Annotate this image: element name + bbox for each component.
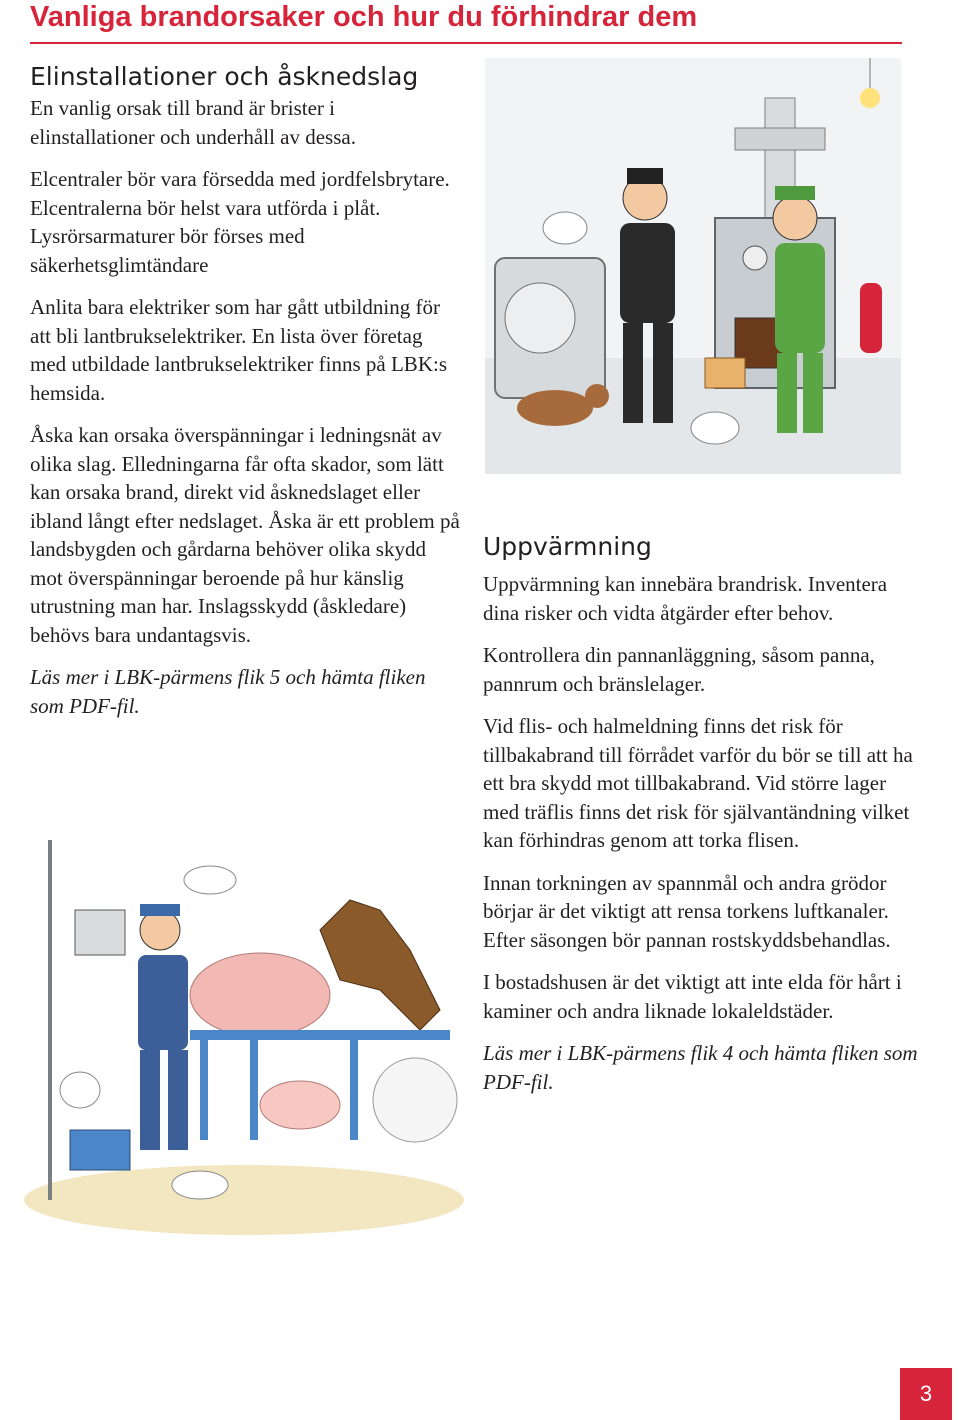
section-electrical — [30, 62, 460, 734]
read-more-note: Läs mer i LBK-pärmens flik 5 och hämta fliken som PDF-fil. — [30, 665, 426, 718]
paragraph: Kontrollera din pannanläggning, såsom panna, pannrum och bränslelager. — [483, 643, 875, 696]
paragraph: Elcentraler bör vara försedda med jordfelsbrytare. Elcentralerna bör helst vara utförda i plåt. Lysrörsarmaturer bör förses med säkerhetsglimtändare — [30, 167, 450, 277]
section-heading-electrical: Elinstallationer och åsknedslag — [30, 62, 419, 91]
paragraph: Anlita bara elektriker som har gått utbildning för att bli lantbrukselektriker. En lista över företag med utbildade lantbrukselektriker finns på LBK:s hemsida. — [30, 295, 447, 405]
page-number: 3 — [900, 1368, 952, 1420]
barn-illustration — [20, 840, 468, 1235]
read-more-note: Läs mer i LBK-pärmens flik 4 och hämta fliken som PDF-fil. — [483, 1041, 918, 1094]
page-title: Vanliga brandorsaker och hur du förhindrar dem — [30, 0, 902, 44]
paragraph: Vid flis- och halmeldning finns det risk för tillbakabrand till förrådet varför du bör se till att ha ett bra skydd mot tillbakabrand. Vid större lager med träflis finns det risk för självantändning vilket kan förhindras genom att torka flisen. — [483, 714, 913, 852]
paragraph: Uppvärmning kan innebära brandrisk. Inventera dina risker och vidta åtgärder efter behov. — [483, 572, 888, 625]
paragraph: I bostadshusen är det viktigt att inte elda för hårt i kaminer och andra liknade lokaleldstäder. — [483, 970, 902, 1023]
section-heating — [483, 532, 923, 1110]
section-heading-heating: Uppvärmning — [483, 532, 652, 561]
paragraph: Åska kan orsaka överspänningar i ledningsnät av olika slag. Elledningarna får ofta skador, som lätt kan orsaka brand, direkt vid åsknedslaget eller ibland långt efter nedslaget. Åska är ett problem på landsbygden och gårdarna behöver olika skydd mot överspänningar beroende på hur känslig utrustning man har. Inslagsskydd (åskledare) behövs bara undantagsvis. — [30, 423, 460, 647]
paragraph: Innan torkningen av spannmål och andra grödor börjar är det viktigt att rensa torkens luftkanaler. Efter säsongen bör pannan rostskyddsbehandlas. — [483, 870, 891, 952]
heating-room-illustration — [485, 58, 901, 474]
paragraph: En vanlig orsak till brand är brister i elinstallationer och underhåll av dessa. — [30, 96, 356, 149]
